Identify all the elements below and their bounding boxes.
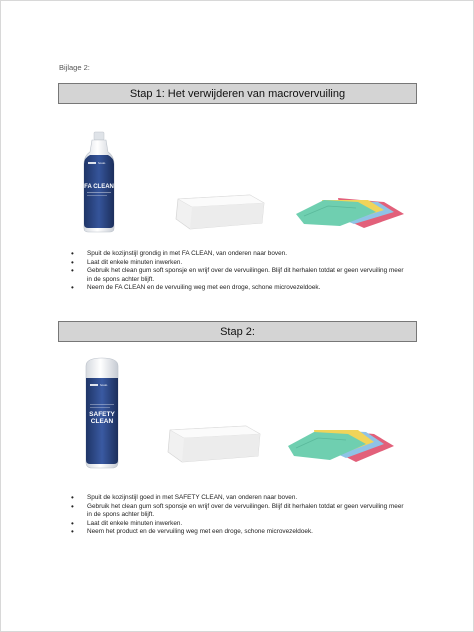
- list-item: • Neem de FA CLEAN en de vervuiling weg met een droge, schone microvezeldoek.: [70, 284, 410, 293]
- sponge-image: [172, 193, 268, 231]
- microfiber-cloths-image: [286, 426, 396, 466]
- sponge-image: [164, 424, 264, 464]
- step2-instructions-list: [70, 494, 410, 537]
- list-item: • Spuit de kozijnstijl grondig in met FA CLEAN, van onderen naar boven.: [70, 250, 410, 259]
- fa-clean-bottle-image: [78, 130, 120, 234]
- list-item: • Neem het product en de vervuiling weg met een droge, schone microvezeldoek.: [70, 528, 410, 537]
- fa-clean-label-text: FA CLEAN: [84, 184, 114, 190]
- safety-clean-label-line1: SAFETY: [89, 411, 115, 418]
- step2-heading-box: [58, 321, 417, 342]
- list-item: • Laat dit enkele minuten inwerken.: [70, 259, 410, 268]
- fa-clean-brand-text: hosto: [98, 161, 106, 165]
- list-item: • Spuit de kozijnstijl goed in met SAFETY CLEAN, van onderen naar boven.: [70, 494, 410, 503]
- step1-instructions-list: [70, 250, 410, 293]
- list-item: • Gebruik het clean gum soft sponsje en wrijf over de vervuilingen. Blijf dit herhalen totdat er geen vervuiling meer in de spons achter blijft.: [70, 267, 410, 284]
- step1-heading-box: [58, 83, 417, 104]
- list-item: • Laat dit enkele minuten inwerken.: [70, 520, 410, 529]
- safety-clean-brand-text: hosto: [100, 383, 108, 387]
- list-item: • Gebruik het clean gum soft sponsje en wrijf over de vervuilingen. Blijf dit herhalen totdat er geen vervuiling meer in de spons achter blijft.: [70, 503, 410, 520]
- safety-clean-can-image: [80, 356, 124, 470]
- safety-clean-label-line2: CLEAN: [90, 418, 114, 425]
- microfiber-cloths-image: [294, 196, 406, 232]
- step2-title: Stap 2:: [220, 325, 255, 338]
- appendix-label: Bijlage 2:: [59, 63, 90, 72]
- step1-title: Stap 1: Het verwijderen van macrovervuiling: [129, 87, 346, 100]
